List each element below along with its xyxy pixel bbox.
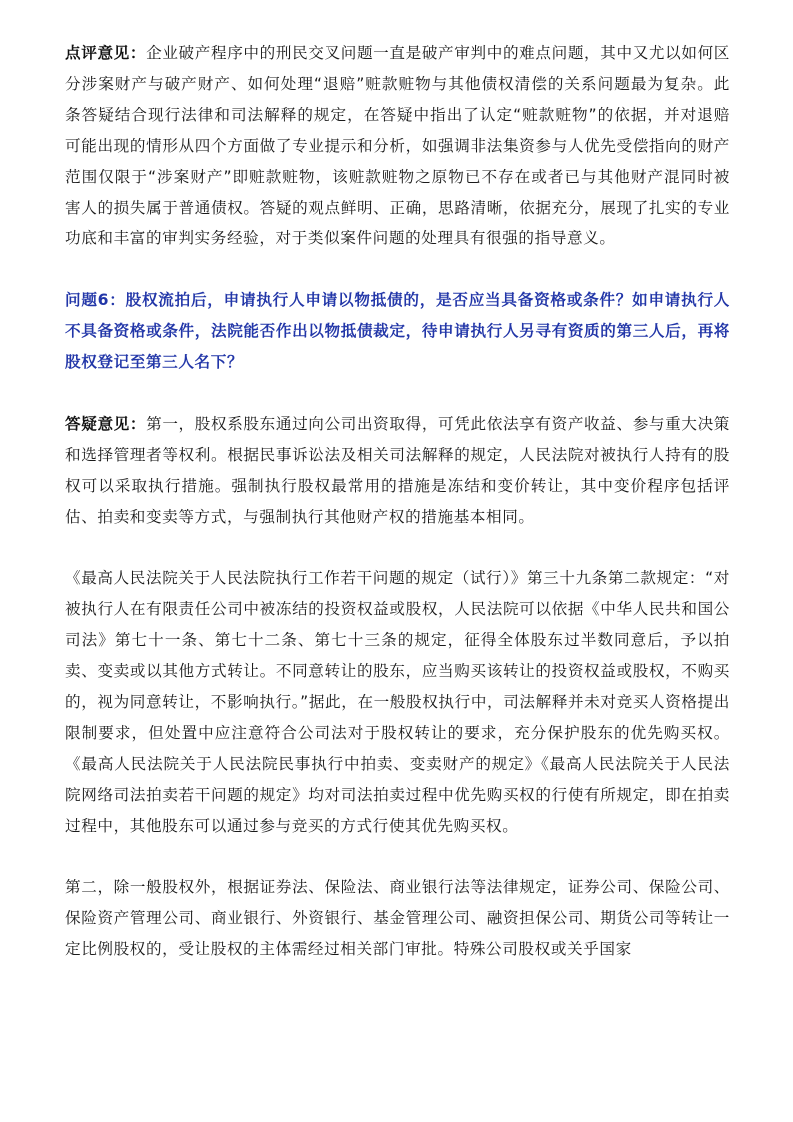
second-point-paragraph: 第二，除一般股权外，根据证券法、保险法、商业银行法等法律规定，证券公司、保险公司、保险资产管理公司、商业银行、外资银行、基金管理公司、融资担保公司、期货公司等转让一定比例股权的，受让股权的主体需经过相关部门审批。特殊公司股权或关乎国家: [65, 878, 730, 959]
document-page: [65, 38, 730, 996]
question-heading: 问题6：股权流拍后，申请执行人申请以物抵债的，是否应当具备资格或条件？如申请执行人不具备资格或条件，法院能否作出以物抵债裁定，待申请执行人另寻有资质的第三人后，再将股权登记至第三人名下？: [65, 291, 730, 372]
comment-body: 企业破产程序中的刑民交叉问题一直是破产审判中的难点问题，其中又尤以如何区分涉案财产与破产财产、如何处理“退赔”赃款赃物与其他债权清偿的关系问题最为复杂。此条答疑结合现行法律和司法解释的规定，在答疑中指出了认定“赃款赃物”的依据，并对退赔可能出现的情形从四个方面做了专业提示和分析，如强调非法集资参与人优先受偿指向的财产范围仅限于“涉案财产”即赃款赃物，该赃款赃物之原物已不存在或者已与其他财产混同时被害人的损失属于普通债权。答疑的观点鲜明、正确，思路清晰，依据充分，展现了扎实的专业功底和丰富的审判实务经验，对于类似案件问题的处理具有很强的指导意义。: [65, 44, 730, 248]
answer-label: 答疑意见：: [65, 414, 147, 433]
answer-paragraph: [65, 409, 730, 533]
comment-paragraph: [65, 38, 730, 254]
comment-label: 点评意见：: [65, 44, 147, 62]
law-citation-paragraph: 《最高人民法院关于人民法院执行工作若干问题的规定（试行）》第三十九条第二款规定：“对被执行人在有限责任公司中被冻结的投资权益或股权，人民法院可以依据《中华人民共和国公司法》第七十一条、第七十二条、第七十三条的规定，征得全体股东过半数同意后，予以拍卖、变卖或以其他方式转让。不同意转让的股东，应当购买该转让的投资权益或股权，不购买的，视为同意转让，不影响执行。”据此，在一般股权执行中，司法解释并未对竞买人资格提出限制要求，但处置中应注意符合公司法对于股权转让的要求，充分保护股东的优先购买权。《最高人民法院关于人民法院民事执行中拍卖、变卖财产的规定》《最高人民法院关于人民法院网络司法拍卖若干问题的规定》均对司法拍卖过程中优先购买权的行使有所规定，即在拍卖过程中，其他股东可以通过参与竞买的方式行使其优先购买权。: [65, 569, 730, 835]
answer-body: 第一，股权系股东通过向公司出资取得，可凭此依法享有资产收益、参与重大决策和选择管理者等权利。根据民事诉讼法及相关司法解释的规定，人民法院对被执行人持有的股权可以采取执行措施。强制执行股权最常用的措施是冻结和变价转让，其中变价程序包括评估、拍卖和变卖等方式，与强制执行其他财产权的措施基本相同。: [65, 414, 730, 526]
